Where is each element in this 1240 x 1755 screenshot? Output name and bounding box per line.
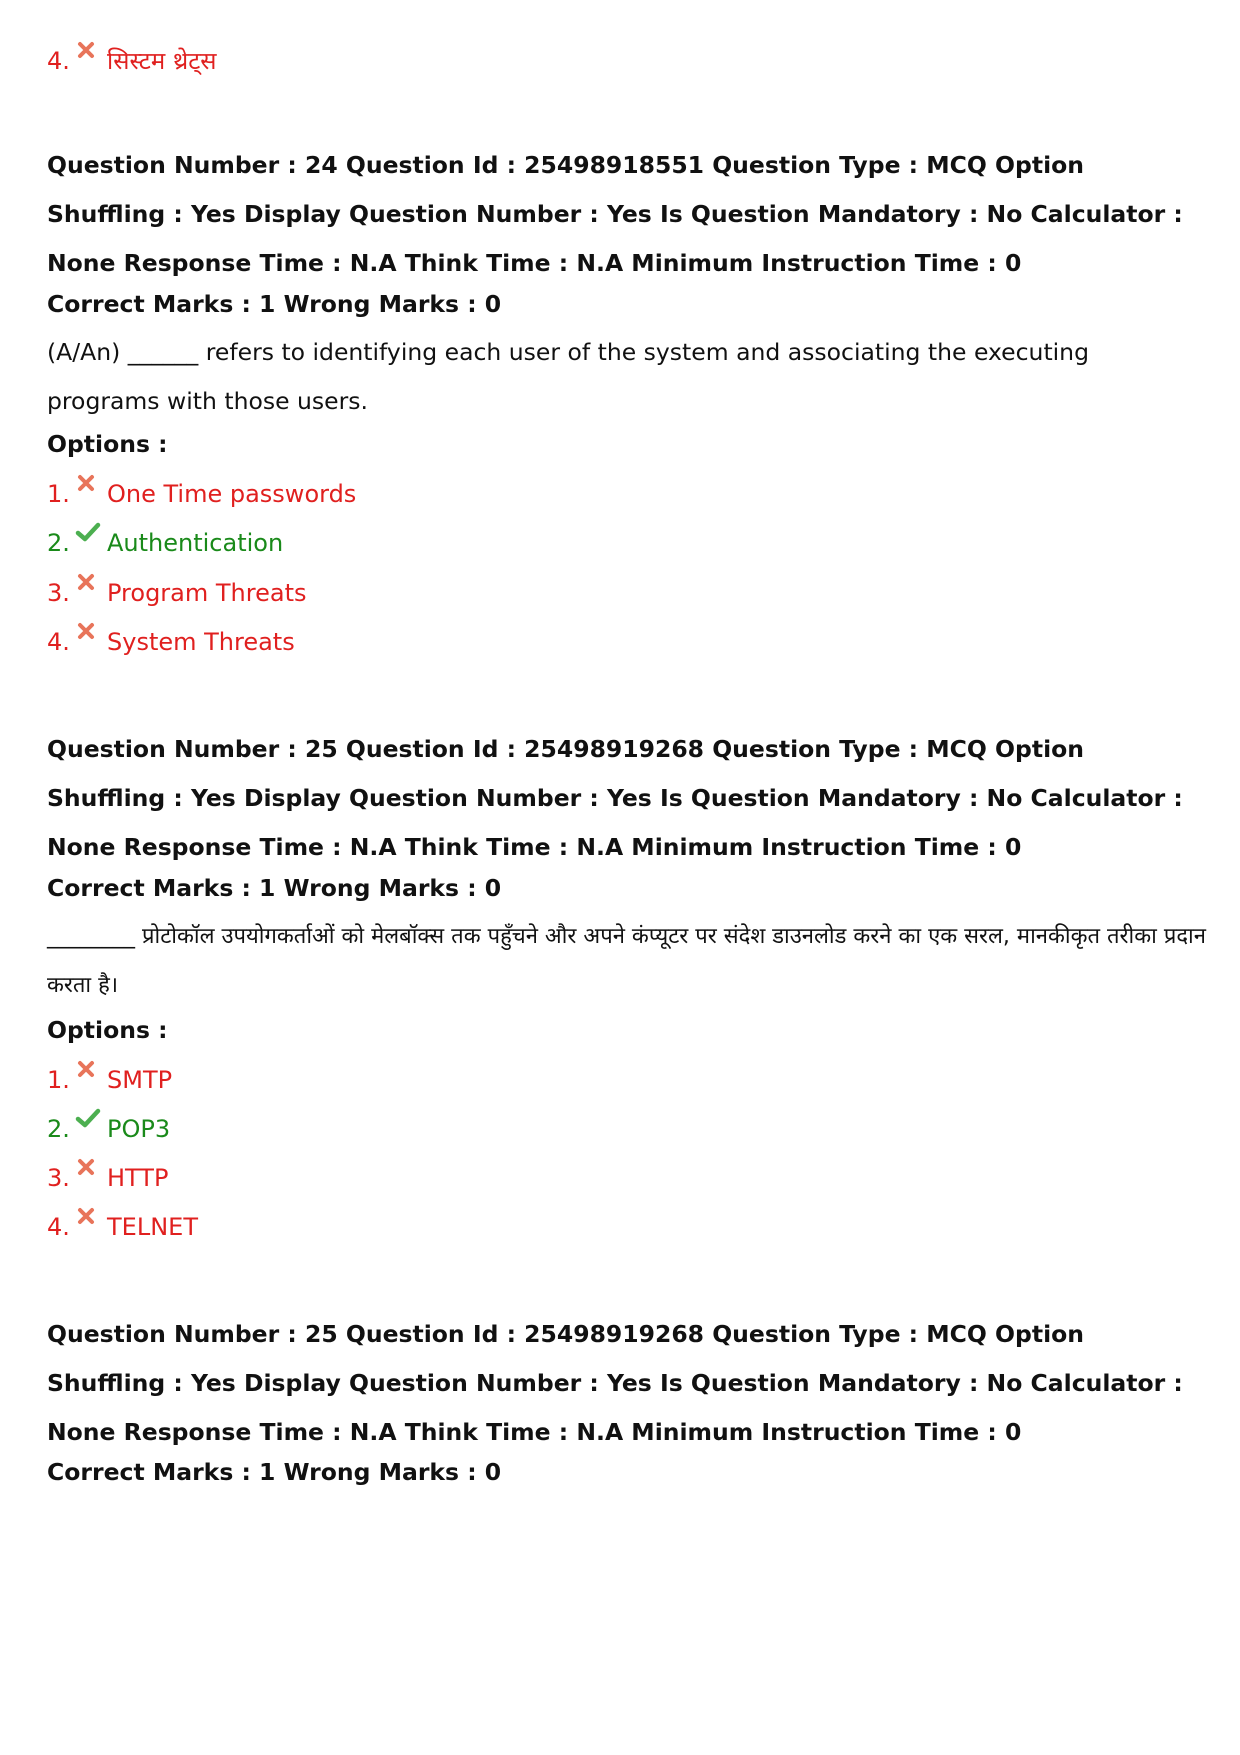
option-item	[47, 577, 307, 609]
option-item	[47, 1162, 168, 1194]
option-label: HTTP	[107, 1164, 169, 1192]
option-number: 4.	[47, 1213, 70, 1241]
options-label: Options :	[47, 1016, 168, 1044]
option-label: Program Threats	[107, 579, 307, 607]
option-number: 2.	[47, 1115, 70, 1143]
cross-icon	[75, 1058, 107, 1090]
option-label: सिस्टम थ्रेट्स	[107, 47, 217, 75]
option-item	[47, 1113, 170, 1145]
cross-icon	[75, 39, 107, 71]
option-number: 3.	[47, 579, 70, 607]
option-number: 4.	[47, 628, 70, 656]
question-meta: Question Number : 25 Question Id : 25498919268 Question Type : MCQ Option Shuffling : Yes Display Question Number : Yes Is Question Mandatory : No Calculator : None Response Time : N.A Think Time : N.A Minimum Instruction Time : 0	[47, 735, 1183, 861]
option-item	[47, 478, 356, 510]
question-meta: Question Number : 24 Question Id : 25498918551 Question Type : MCQ Option Shuffling : Yes Display Question Number : Yes Is Question Mandatory : No Calculator : None Response Time : N.A Think Time : N.A Minimum Instruction Time : 0	[47, 151, 1183, 277]
cross-icon	[75, 472, 107, 504]
option-number: 1.	[47, 1066, 70, 1094]
question-marks: Correct Marks : 1 Wrong Marks : 0	[47, 290, 502, 318]
question-text: (A/An) ______ refers to identifying each user of the system and associating the executing programs with those users.	[47, 338, 1089, 415]
option-label: Authentication	[107, 529, 284, 557]
option-label: TELNET	[107, 1213, 198, 1241]
cross-icon	[75, 620, 107, 652]
question-meta: Question Number : 25 Question Id : 25498919268 Question Type : MCQ Option Shuffling : Yes Display Question Number : Yes Is Question Mandatory : No Calculator : None Response Time : N.A Think Time : N.A Minimum Instruction Time : 0	[47, 1320, 1183, 1446]
option-label: One Time passwords	[107, 480, 357, 508]
question-marks: Correct Marks : 1 Wrong Marks : 0	[47, 874, 502, 902]
option-label: System Threats	[107, 628, 295, 656]
option-number: 3.	[47, 1164, 70, 1192]
option-number: 2.	[47, 529, 70, 557]
option-item	[47, 45, 217, 77]
option-item	[47, 626, 295, 658]
option-number: 1.	[47, 480, 70, 508]
option-item	[47, 1064, 172, 1096]
check-icon	[75, 1107, 107, 1139]
cross-icon	[75, 571, 107, 603]
question-text: ________ प्रोटोकॉल उपयोगकर्ताओं को मेलबॉक्स तक पहुँचने और अपने कंप्यूटर पर संदेश डाउनलोड करने का एक सरल, मानकीकृत तरीका प्रदान करता है।	[47, 924, 1206, 998]
options-label: Options :	[47, 430, 168, 458]
cross-icon	[75, 1156, 107, 1188]
cross-icon	[75, 1205, 107, 1237]
option-label: SMTP	[107, 1066, 173, 1094]
option-number: 4.	[47, 47, 70, 75]
question-marks: Correct Marks : 1 Wrong Marks : 0	[47, 1458, 502, 1486]
option-item	[47, 527, 283, 559]
check-icon	[75, 521, 107, 553]
option-label: POP3	[107, 1115, 171, 1143]
option-item	[47, 1211, 198, 1243]
